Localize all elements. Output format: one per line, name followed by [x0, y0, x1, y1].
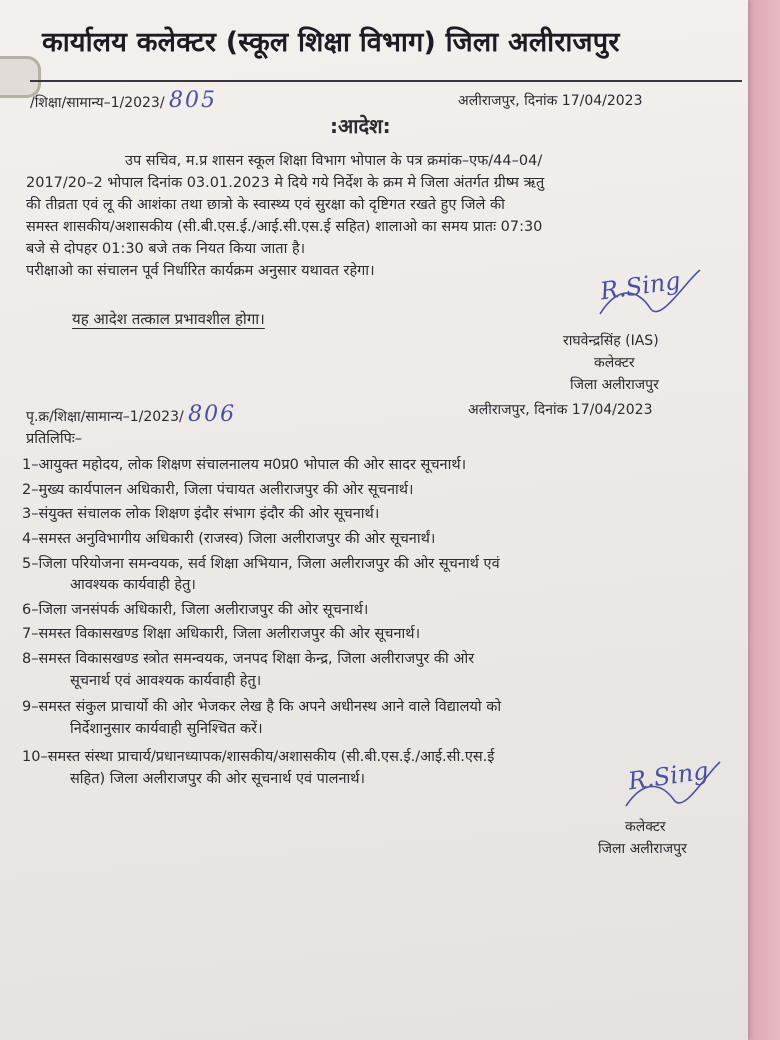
copy-item-9 [22, 696, 501, 716]
endorsement-signatory-district: जिला अलीराजपुर [598, 841, 687, 857]
signature-flourish-1 [590, 262, 710, 332]
copy-item-9-cont: निर्देशानुसार कार्यवाही सुनिश्चित करें। [70, 721, 263, 737]
body-line-4: समस्त शासकीय/अशासकीय (सी.बी.एस.ई./आई.सी.एस.ई सहित) शालाओ का समय प्रातः 07:30 [26, 219, 543, 235]
copy-item-8 [22, 648, 474, 668]
copy-item-4 [22, 528, 435, 548]
copy-item-number: 6– [22, 602, 39, 618]
collector-signature-2: R.Sing [626, 756, 711, 796]
copy-item-number: 2– [22, 482, 39, 498]
copy-to-label: प्रतिलिपिः– [26, 431, 83, 447]
copy-item-number: 3– [22, 506, 39, 522]
copy-item-2 [22, 479, 414, 499]
copy-item-text: आयुक्त महोदय, लोक शिक्षण संचालनालय म0प्र0 भोपाल की ओर सादर सूचनार्थ। [38, 457, 467, 473]
endorsement-ref-number: 806 [188, 402, 237, 427]
copy-item-text: समस्त विकासखण्ड स्त्रोत समन्वयक, जनपद शिक्षा केन्द्र, जिला अलीराजपुर की ओर [38, 651, 475, 667]
copy-item-number: 1– [22, 457, 39, 473]
body-line-3: की तीव्रता एवं लू की आशंका तथा छात्रो के स्वास्थ्य एवं सुरक्षा को दृष्टिगत रखते हुए जिले की [26, 197, 505, 213]
copy-item-text: समस्त संस्था प्राचार्य/प्रधानध्यापक/शासकीय/अशासकीय (सी.बी.एस.ई./आई.सी.एस.ई [47, 749, 495, 765]
effective-statement: यह आदेश तत्काल प्रभावशील होगा। [72, 310, 265, 328]
body-line-6: परीक्षाओ का संचालन पूर्व निर्धारित कार्यक्रम अनुसार यथावत रहेगा। [26, 263, 375, 279]
copy-item-5 [22, 553, 500, 573]
copy-item-number: 8– [22, 651, 39, 667]
endorsement-ref-prefix: पृ.क्र/शिक्षा/सामान्य–1/2023/ [26, 409, 184, 425]
order-place-date: अलीराजपुर, दिनांक 17/04/2023 [458, 93, 643, 109]
copy-item-1 [22, 454, 466, 474]
header-divider [30, 80, 742, 82]
copy-item-10-cont: सहित) जिला अलीराजपुर की ओर सूचनार्थ एवं पालनार्थ। [70, 771, 366, 787]
order-ref-prefix: /शिक्षा/सामान्य–1/2023/ [30, 95, 165, 111]
body-line-1: उप सचिव, म.प्र शासन स्कूल शिक्षा विभाग भोपाल के पत्र क्रमांक–एफ/44–04/ [125, 153, 543, 169]
signature-flourish-2 [618, 752, 728, 822]
body-line-5: बजे से दोपहर 01:30 बजे तक नियत किया जाता है। [26, 241, 306, 257]
copy-item-number: 9– [22, 699, 39, 715]
signatory-district: जिला अलीराजपुर [570, 377, 659, 393]
copy-item-8-cont: सूचनार्थ एवं आवश्यक कार्यवाही हेतु। [70, 673, 262, 689]
signatory-designation: कलेक्टर [594, 355, 635, 371]
office-title: कार्यालय कलेक्टर (स्कूल शिक्षा विभाग) जिला अलीराजपुर [42, 27, 620, 58]
copy-item-text: समस्त संकुल प्राचार्यो की ओर भेजकर लेख है कि अपने अधीनस्थ आने वाले विद्यालयो को [38, 699, 502, 715]
order-ref-number: 805 [169, 88, 218, 113]
copy-item-10 [22, 746, 494, 766]
order-heading: :आदेश: [330, 114, 391, 138]
copy-item-3 [22, 503, 379, 523]
copy-item-5-cont: आवश्यक कार्यवाही हेतु। [70, 577, 196, 593]
endorsement-signatory-designation: कलेक्टर [625, 819, 666, 835]
endorsement-place-date: अलीराजपुर, दिनांक 17/04/2023 [468, 402, 653, 418]
order-reference [30, 88, 217, 113]
copy-item-number: 7– [22, 626, 39, 642]
endorsement-reference [26, 402, 236, 427]
copy-item-6 [22, 599, 368, 619]
copy-item-7 [22, 623, 420, 643]
copy-item-number: 5– [22, 556, 39, 572]
signatory-name: राघवेन्द्रसिंह (IAS) [563, 333, 659, 349]
copy-item-text: समस्त विकासखण्ड शिक्षा अधिकारी, जिला अलीराजपुर की ओर सूचनार्थ। [38, 626, 421, 642]
copy-item-text: जिला जनसंपर्क अधिकारी, जिला अलीराजपुर की ओर सूचनार्थ। [38, 602, 369, 618]
collector-signature-1: R.Sing [598, 266, 683, 306]
copy-item-number: 10– [22, 749, 48, 765]
copy-item-text: मुख्य कार्यपालन अधिकारी, जिला पंचायत अलीराजपुर की ओर सूचनार्थ। [38, 482, 414, 498]
copy-item-number: 4– [22, 531, 39, 547]
copy-item-text: जिला परियोजना समन्वयक, सर्व शिक्षा अभियान, जिला अलीराजपुर की ओर सूचनार्थ एवं [38, 556, 500, 572]
body-line-2: 2017/20–2 भोपाल दिनांक 03.01.2023 मे दिये गये निर्देश के क्रम मे जिला अंतर्गत ग्रीष्म ऋतु [26, 175, 545, 191]
copy-item-text: समस्त अनुविभागीय अधिकारी (राजस्व) जिला अलीराजपुर की ओर सूचनार्थं। [38, 531, 436, 547]
copy-item-text: संयुक्त संचालक लोक शिक्षण इंदौर संभाग इंदौर की ओर सूचनार्थ। [38, 506, 380, 522]
